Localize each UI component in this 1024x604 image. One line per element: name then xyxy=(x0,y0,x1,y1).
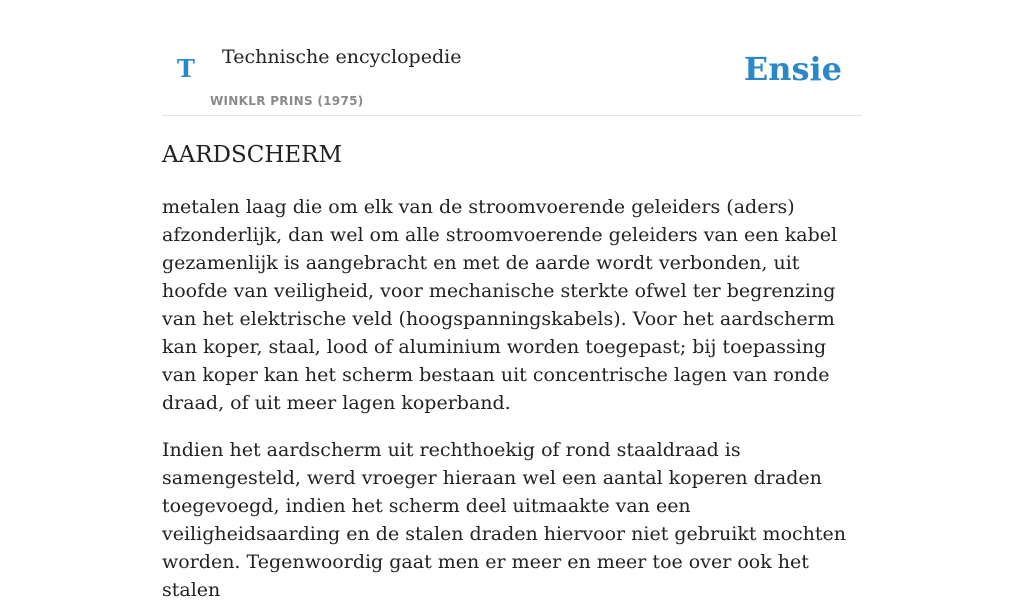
encyclopedia-logo-icon[interactable]: T xyxy=(177,54,195,83)
header xyxy=(162,40,862,116)
entry-paragraph-1: metalen laag die om elk van de stroomvoerende geleiders (aders) afzonderlijk, dan wel om alle stroomvoerende geleiders van een kabel gezamenlijk is aangebracht en met de aarde wordt verbonden, uit hoofde van veiligheid, voor mechanische sterkte ofwel ter begrenzing van het elektrische veld (hoogspanningskabels). Voor het aardscherm kan koper, staal, lood of aluminium worden toegepast; bij toepassing van koper kan het scherm bestaan uit concentrische lagen van ronde draad, of uit meer lagen koperband. xyxy=(162,196,838,414)
ensie-logo-link[interactable]: Ensie xyxy=(743,50,842,88)
encyclopedia-title-link[interactable]: Technische encyclopedie xyxy=(222,46,462,68)
source-label: WINKLR PRINS (1975) xyxy=(210,94,364,108)
entry-paragraph-2: Indien het aardscherm uit rechthoekig of rond staaldraad is samengesteld, werd vroeger hieraan wel een aantal koperen draden toegevoegd, indien het scherm deel uitmaakte van een veiligheidsaarding en de stalen draden hiervoor niet gebruikt mochten worden. Tegenwoordig gaat men er meer en meer toe over ook het stalen xyxy=(162,439,846,601)
page xyxy=(162,0,862,604)
entry-title: AARDSCHERM xyxy=(162,142,343,168)
